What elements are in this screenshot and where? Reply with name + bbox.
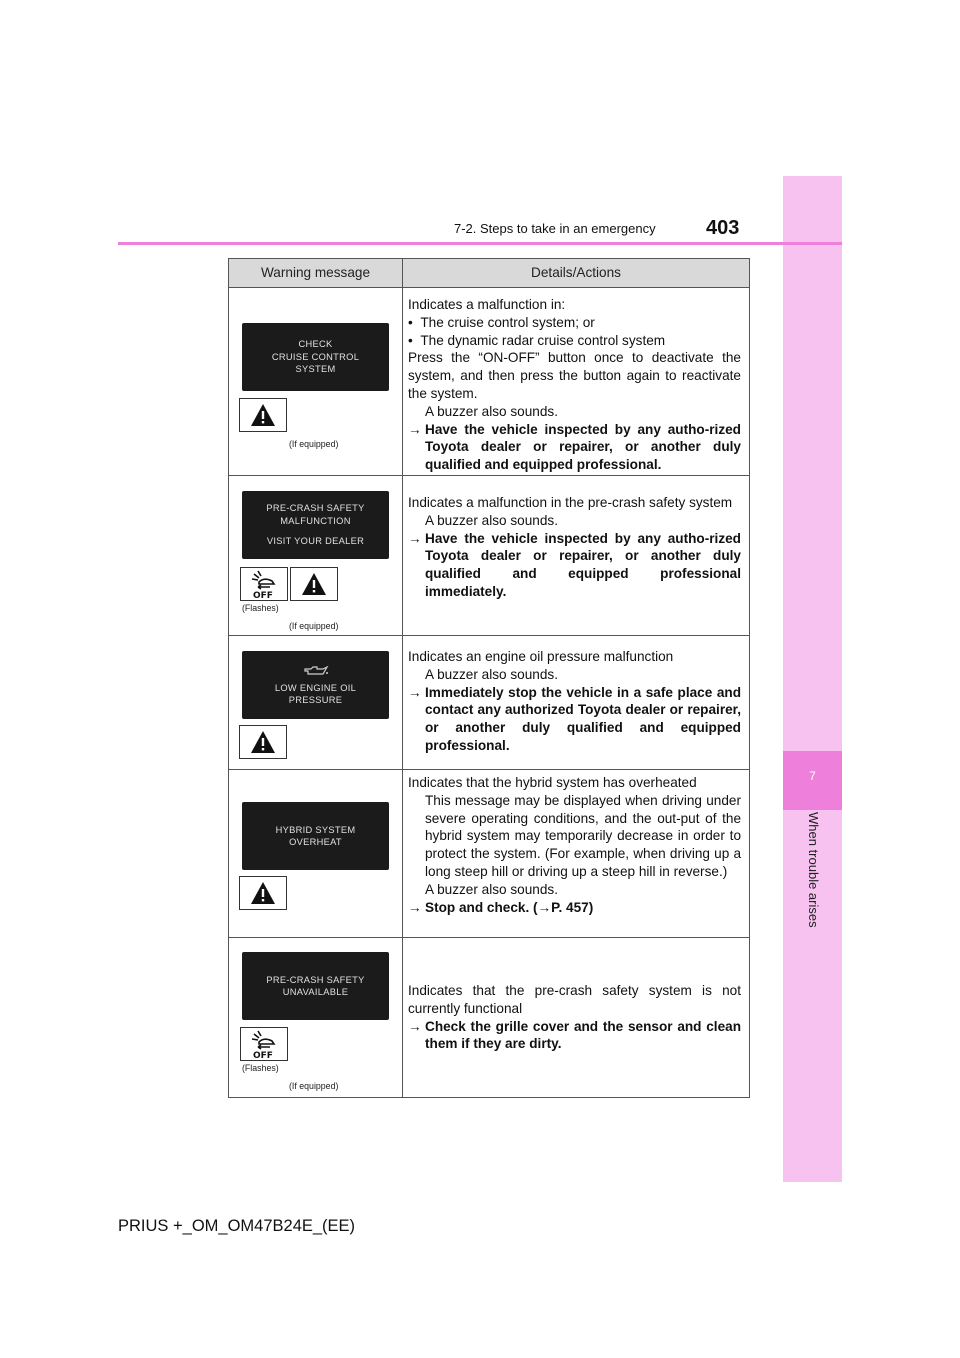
pcs-off-indicator [240, 1027, 288, 1061]
action-text: Check the grille cover and the sensor and clean them if they are dirty. [425, 1018, 741, 1052]
arrow-icon: → [537, 899, 552, 915]
details-extra: A buzzer also sounds. [425, 666, 558, 682]
arrow-icon: → [408, 899, 422, 915]
screen-spacer [242, 527, 389, 535]
screen-text: LOW ENGINE OIL [274, 682, 357, 693]
screen-text: PRE-CRASH SAFETY [266, 503, 365, 514]
table-row [229, 475, 749, 635]
details-intro: Indicates a malfunction in the pre-crash safety system [408, 495, 733, 510]
screen-text: MALFUNCTION [280, 515, 351, 526]
chapter-side-tab [783, 176, 842, 1182]
master-warning-icon [239, 398, 287, 432]
screen-text: VISIT YOUR DEALER [266, 536, 365, 547]
details-bullet: • The dynamic radar cruise control system [408, 332, 666, 348]
display-screen [242, 491, 389, 559]
warning-message-table [228, 258, 750, 1098]
details-bullet: • The cruise control system; or [408, 314, 595, 330]
details-action [408, 1018, 741, 1054]
screen-text: SYSTEM [295, 364, 336, 375]
arrow-icon: → [408, 684, 422, 700]
display-screen [242, 802, 389, 870]
display-screen [242, 323, 389, 391]
master-warning-icon [290, 567, 338, 601]
details-action [408, 899, 741, 917]
action-text: Immediately stop the vehicle in a safe place and contact any authorized Toyota dealer or repairer, or another duly qualified and equipped professional. [425, 684, 741, 753]
display-screen [242, 952, 389, 1020]
chapter-title: When trouble arises [805, 812, 821, 928]
section-title: 7-2. Steps to take in an emergency [454, 221, 656, 236]
flashes-note: (Flashes) [242, 603, 279, 613]
action-text: Stop and check. ( [425, 899, 538, 915]
arrow-icon: → [408, 530, 422, 546]
details-extra: A buzzer also sounds. [425, 881, 558, 897]
equipped-note: (If equipped) [289, 621, 339, 631]
details-extra: A buzzer also sounds. [425, 512, 558, 528]
arrow-icon: → [408, 421, 422, 437]
action-text: Have the vehicle inspected by any autho-rized Toyota dealer or repairer, or another duly qualified and equipped professional immediately. [425, 530, 741, 599]
chapter-number-tab[interactable] [783, 751, 842, 810]
details-action [408, 421, 741, 474]
action-text: Have the vehicle inspected by any autho-rized Toyota dealer or repairer, or another duly qualified and equipped professional. [425, 421, 741, 473]
oil-can-icon [303, 664, 329, 678]
master-warning-icon [239, 876, 287, 910]
pcs-off-indicator [240, 567, 288, 601]
screen-text: HYBRID SYSTEM [275, 824, 356, 835]
warning-cell [229, 476, 403, 635]
details-cell [403, 770, 749, 937]
table-row [229, 937, 749, 1097]
flashes-note: (Flashes) [242, 1063, 279, 1073]
chapter-title-tab [783, 812, 842, 962]
equipped-note: (If equipped) [289, 439, 339, 449]
screen-text: PRESSURE [288, 695, 343, 705]
details-intro: Indicates a malfunction in: [408, 297, 566, 312]
table-row [229, 287, 749, 475]
details-cell [403, 938, 749, 1097]
details-cell [403, 636, 749, 769]
arrow-icon: → [408, 1018, 422, 1034]
details-body: Press the “ON-OFF” button once to deactivate the system, and then press the button again to reactivate the system. [408, 350, 741, 401]
screen-text: PRE-CRASH SAFETY [266, 974, 365, 985]
table-row [229, 769, 749, 937]
page-reference-link[interactable]: P. 457) [551, 899, 594, 915]
warning-cell [229, 938, 403, 1097]
details-intro: Indicates that the pre-crash safety system is not currently functional [408, 983, 741, 1016]
details-extra: This message may be displayed when driving under severe operating conditions, and the out-put of the hybrid system may temporarily decrease in order to protect the system. (For example, when driving up a long steep hill or driving up a steep hill in reverse.) [425, 792, 741, 879]
column-header-warning: Warning message [229, 259, 403, 287]
display-screen [242, 651, 389, 719]
warning-cell [229, 636, 403, 769]
details-intro: Indicates an engine oil pressure malfunction [408, 649, 674, 664]
details-cell [403, 288, 749, 475]
bullet-text: The cruise control system; or [420, 314, 595, 330]
off-label: OFF [253, 1051, 273, 1059]
equipped-note: (If equipped) [289, 1081, 339, 1091]
details-action [408, 684, 741, 755]
table-header-row [229, 259, 749, 287]
warning-cell [229, 770, 403, 937]
details-action [408, 530, 741, 601]
details-intro: Indicates that the hybrid system has overheated [408, 775, 697, 790]
chapter-number: 7 [809, 769, 816, 783]
details-extra: A buzzer also sounds. [425, 403, 558, 419]
screen-text: OVERHEAT [289, 837, 342, 847]
off-label: OFF [253, 591, 273, 599]
page-number: 403 [706, 217, 740, 239]
screen-text: UNAVAILABLE [282, 987, 349, 997]
screen-text: CRUISE CONTROL [271, 351, 360, 362]
table-row [229, 635, 749, 769]
warning-cell [229, 288, 403, 475]
master-warning-icon [239, 725, 287, 759]
screen-text: CHECK [298, 339, 333, 350]
details-cell [403, 476, 749, 635]
model-code-footer: PRIUS +_OM_OM47B24E_(EE) [118, 1217, 356, 1235]
header-divider [118, 242, 842, 245]
column-header-details: Details/Actions [531, 265, 621, 280]
bullet-text: The dynamic radar cruise control system [420, 332, 666, 348]
